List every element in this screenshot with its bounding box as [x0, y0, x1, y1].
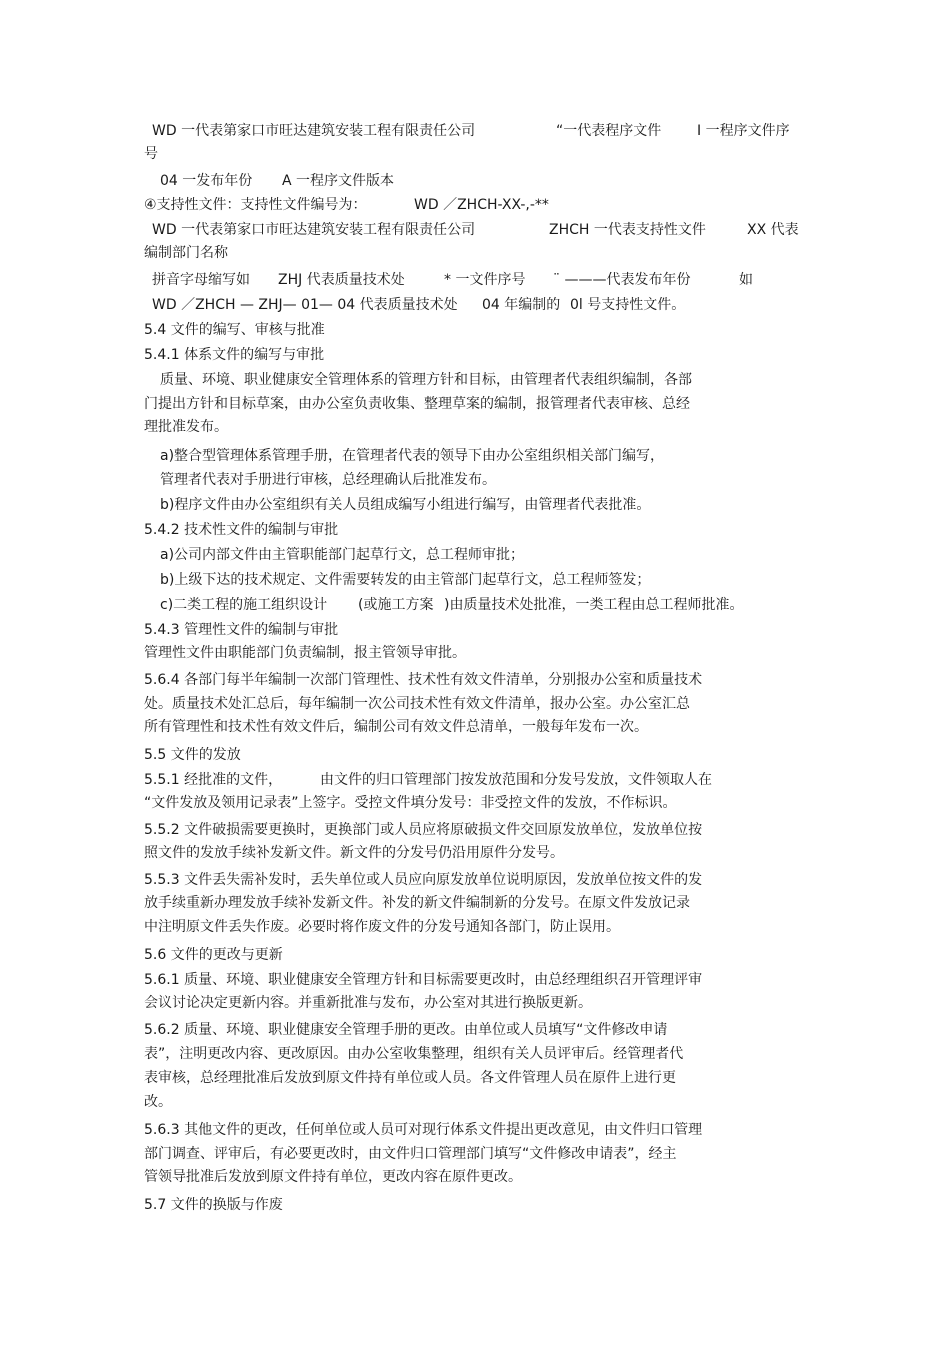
text-segment: 5.4 文件的编写、审核与批准 [144, 322, 325, 338]
text-segment: 5.4.1 体系文件的编写与审批 [144, 347, 325, 363]
text-segment: * 一文件序号 [444, 272, 526, 288]
text-segment: 表”，注明更改内容、更改原因。由办公室收集整理，组织有关人员评审后。经管理者代 [144, 1046, 684, 1062]
text-segment: XX 代表 [747, 222, 799, 238]
text-segment: 拼音字母缩写如 [152, 272, 250, 288]
text-segment: 部门调查、评审后，有必要更改时，由文件归口管理部门填写“文件修改申请表”，经主 [144, 1146, 677, 1162]
text-segment: 5.7 文件的换版与作废 [144, 1197, 283, 1213]
text-segment: c)二类工程的施工组织设计 [160, 597, 328, 613]
text-segment: 5.6.2 质量、环境、职业健康安全管理手册的更改。由单位或人员填写“文件修改申请 [144, 1022, 668, 1038]
text-segment: 所有管理性和技术性有效文件后，编制公司有效文件总清单，一般每年发布一次。 [144, 719, 648, 735]
text-segment: a)整合型管理体系管理手册，在管理者代表的领导下由办公室组织相关部门编写， [160, 448, 665, 464]
text-segment: 照文件的发放手续补发新文件。新文件的分发号仍沿用原件分发号。 [144, 845, 564, 861]
text-segment: a)公司内部文件由主管职能部门起草行文，总工程师审批； [160, 547, 525, 563]
text-segment: 5.6 文件的更改与更新 [144, 947, 283, 963]
text-segment: WD 一代表第家口市旺达建筑安装工程有限责任公司 [152, 222, 476, 238]
text-segment: 会议讨论决定更新内容。并重新批准与发布，办公室对其进行换版更新。 [144, 995, 592, 1011]
text-segment: 放手续重新办理发放手续补发新文件。补发的新文件编制新的分发号。在原文件发放记录 [144, 895, 690, 911]
text-segment: ¨ ———代表发布年份 [553, 272, 691, 288]
text-segment: 5.6.1 质量、环境、职业健康安全管理方针和目标需要更改时，由总经理组织召开管理评审 [144, 972, 703, 988]
text-segment: 5.6.4 各部门每半年编制一次部门管理性、技术性有效文件清单，分别报办公室和质量技术 [144, 672, 703, 688]
text-segment: )由质量技术处批准，一类工程由总工程师批准。 [444, 597, 744, 613]
text-segment: 5.5 文件的发放 [144, 747, 241, 763]
text-segment: b)上级下达的技术规定、文件需要转发的由主管部门起草行文，总工程师签发； [160, 572, 651, 588]
text-segment: 号 [144, 146, 158, 162]
text-segment: “文件发放及领用记录表”上签字。受控文件填分发号：非受控文件的发放，不作标识。 [144, 795, 677, 811]
text-segment: 门提出方针和目标草案，由办公室负责收集、整理草案的编制，报管理者代表审核、总经 [144, 396, 690, 412]
text-segment: 5.5.1 经批准的文件， [144, 772, 283, 788]
text-segment: 管领导批准后发放到原文件持有单位，更改内容在原件更改。 [144, 1169, 522, 1185]
text-segment: 由文件的归口管理部门按发放范围和分发号发放，文件领取人在 [320, 772, 712, 788]
text-segment: b)程序文件由办公室组织有关人员组成编写小组进行编写，由管理者代表批准。 [160, 497, 651, 513]
text-segment: ④支持性文件：支持性文件编号为： [144, 197, 367, 213]
text-segment: WD ／ZHCH-XX-,-** [414, 197, 549, 213]
text-segment: 5.5.3 文件丢失需补发时，丢失单位或人员应向原发放单位说明原因，发放单位按文件的发 [144, 872, 703, 888]
text-segment: ZHCH 一代表支持性文件 [549, 222, 706, 238]
text-segment: A 一程序文件版本 [282, 173, 395, 189]
text-segment: 管理者代表对手册进行审核，总经理确认后批准发布。 [160, 472, 496, 488]
text-segment: 04 一发布年份 [160, 173, 253, 189]
section-heading [0, 1196, 283, 1250]
text-segment: I 一程序文件序 [697, 123, 790, 139]
text-segment: 质量、环境、职业健康安全管理体系的管理方针和目标，由管理者代表组织编制，各部 [160, 372, 692, 388]
text-segment: “一代表程序文件 [556, 123, 662, 139]
text-segment: 5.4.3 管理性文件的编制与审批 [144, 622, 339, 638]
text-segment: 0l 号支持性文件。 [570, 297, 686, 313]
text-segment: 管理性文件由职能部门负责编制，报主管领导审批。 [144, 645, 466, 661]
text-segment: 中注明原文件丢失作废。必要时将作废文件的分发号通知各部门，防止误用。 [144, 919, 620, 935]
text-segment: ZHJ 代表质量技术处 [278, 272, 405, 288]
text-segment: 5.6.3 其他文件的更改，任何单位或人员可对现行体系文件提出更改意见，由文件归口管理 [144, 1122, 703, 1138]
text-segment: 处。质量技术处汇总后，每年编制一次公司技术性有效文件清单，报办公室。办公室汇总 [144, 696, 690, 712]
text-segment: WD 一代表第家口市旺达建筑安装工程有限责任公司 [152, 123, 476, 139]
text-segment: 5.4.2 技术性文件的编制与审批 [144, 522, 339, 538]
text-segment: 5.5.2 文件破损需要更换时，更换部门或人员应将原破损文件交回原发放单位，发放单位按 [144, 822, 703, 838]
text-segment: 改。 [144, 1094, 172, 1110]
text-segment: 如 [739, 272, 753, 288]
text-segment: 编制部门名称 [144, 245, 228, 261]
text-segment: (或施工方案 [358, 597, 434, 613]
text-segment: WD ／ZHCH — ZHJ— 01— 04 代表质量技术处 [152, 297, 458, 313]
text-segment: 理批准发布。 [144, 419, 228, 435]
text-segment: 04 年编制的 [482, 297, 561, 313]
text-segment: 表审核，总经理批准后发放到原文件持有单位或人员。各文件管理人员在原件上进行更 [144, 1070, 676, 1086]
